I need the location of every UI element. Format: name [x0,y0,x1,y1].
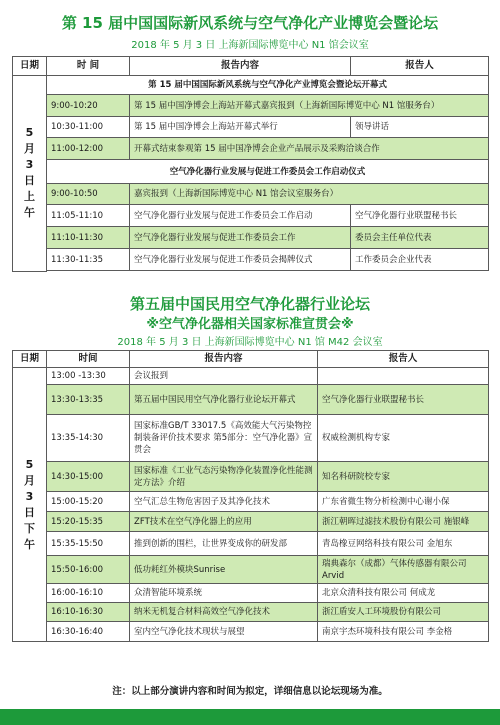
content-cell: 国家标准《工业气态污染物净化装置净化性能测定方法》介绍 [130,462,318,492]
table-header-row [13,57,489,76]
table-row [13,385,489,415]
content-cell: 空气净化器行业发展与促进工作委员会揭牌仪式 [130,249,351,271]
header-date: 日期 [13,57,47,76]
content-cell: 纳米无机复合材料高效空气净化技术 [130,603,318,622]
content-cell: 嘉宾报到（上海新国际博览中心 N1 馆会议室服务台） [130,184,489,205]
header-date: 日期 [13,351,47,368]
forum2-subtitle-line2: ※空气净化器相关国家标准宣贯会※ [146,317,354,332]
content-cell: 国家标准GB/T 33017.5《高效能大气污染物控制装备评价技术要求 第5部分：空气净化器》宣贯会 [130,415,318,462]
forum1-title: 第 15 届中国国际新风系统与空气净化产业博览会暨论坛 [61,14,439,32]
footnote: 注：以上部分演讲内容和时间为拟定，详细信息以论坛现场为准。 [112,686,388,697]
table-row [13,462,489,492]
speaker-cell: 浙江盾安人工环境股份有限公司 [318,603,489,622]
date-cell: 5 月 3 日 上 午 [13,76,47,272]
table-row [13,532,489,556]
content-cell: 空气汇总生物危害因子及其净化技术 [130,492,318,512]
speaker-cell: 南京宇杰环境科技有限公司 李金格 [318,622,489,642]
header-content: 报告内容 [130,351,318,368]
content-cell: 第五届中国民用空气净化器行业论坛开幕式 [130,385,318,415]
table-row [13,205,489,227]
forum1-subtitle: 2018 年 5 月 3 日 上海新国际博览中心 N1 馆会议室 [131,40,369,51]
table-row [13,368,489,385]
forum1-schedule-table [12,56,489,272]
table-row [13,227,489,249]
table-row [13,415,489,462]
table-row [13,603,489,622]
content-cell: 空气净化器行业发展与促进工作委员会工作启动 [130,205,351,227]
speaker-cell: 工作委员会企业代表 [351,249,489,271]
time-cell: 13:00 -13:30 [47,368,130,385]
time-cell: 11:00-12:00 [47,138,130,160]
header-speaker: 报告人 [351,57,489,76]
speaker-cell [318,368,489,385]
content-cell: ZFT技术在空气净化器上的应用 [130,512,318,532]
date-cell: 5 月 3 日 下 午 [13,368,47,642]
forum2-title: 第五届中国民用空气净化器行业论坛 [129,295,370,313]
content-cell: 空气净化器行业发展与促进工作委员会工作 [130,227,351,249]
time-cell: 9:00-10:50 [47,184,130,205]
time-cell: 11:30-11:35 [47,249,130,271]
section-row [13,160,489,184]
table-row [13,117,489,138]
table-row [13,512,489,532]
table-row [13,492,489,512]
speaker-cell: 委员会主任单位代表 [351,227,489,249]
time-cell: 16:00-16:10 [47,584,130,603]
header-time: 时间 [47,351,130,368]
time-cell: 15:35-15:50 [47,532,130,556]
content-cell: 室内空气净化技术现状与展望 [130,622,318,642]
time-cell: 15:00-15:20 [47,492,130,512]
footer-bar [0,709,500,725]
speaker-cell: 浙江朝晖过滤技术股份有限公司 施银峰 [318,512,489,532]
section-row [13,76,489,95]
table-row [13,184,489,205]
time-cell: 16:10-16:30 [47,603,130,622]
time-cell: 14:30-15:00 [47,462,130,492]
table-row [13,95,489,117]
speaker-cell: 北京众清科技有限公司 何成龙 [318,584,489,603]
table-row [13,584,489,603]
time-cell: 16:30-16:40 [47,622,130,642]
header-time: 时 间 [47,57,130,76]
speaker-cell: 知名科研院校专家 [318,462,489,492]
time-cell: 15:50-16:00 [47,556,130,584]
table-row [13,556,489,584]
header-content: 报告内容 [130,57,351,76]
speaker-cell: 广东省微生物分析检测中心谢小保 [318,492,489,512]
content-cell: 低功耗红外模块Sunrise [130,556,318,584]
table-row [13,138,489,160]
speaker-cell: 空气净化器行业联盟秘书长 [351,205,489,227]
time-cell: 13:35-14:30 [47,415,130,462]
time-cell: 9:00-10:20 [47,95,130,117]
content-cell: 第 15 届中国净博会上海站开幕式嘉宾报到（上海新国际博览中心 N1 馆服务台） [130,95,489,117]
content-cell: 推到创新的围栏，让世界变成你的研发部 [130,532,318,556]
forum2-subtitle: 2018 年 5 月 3 日 上海新国际博览中心 N1 馆 M42 会议室 [117,337,383,348]
speaker-cell: 青岛橡豆网络科技有限公司 金旭东 [318,532,489,556]
speaker-cell: 领导讲话 [351,117,489,138]
time-cell: 10:30-11:00 [47,117,130,138]
section-title: 第 15 届中国国际新风系统与空气净化产业博览会暨论坛开幕式 [47,76,489,95]
time-cell: 15:20-15:35 [47,512,130,532]
content-cell: 第 15 届中国净博会上海站开幕式举行 [130,117,351,138]
header-speaker: 报告人 [318,351,489,368]
time-cell: 11:10-11:30 [47,227,130,249]
speaker-cell: 瑞典森尔（成都）气体传感器有限公司 Arvid [318,556,489,584]
table-row [13,249,489,271]
table-header-row [13,351,489,368]
time-cell: 13:30-13:35 [47,385,130,415]
table-row [13,622,489,642]
speaker-cell: 空气净化器行业联盟秘书长 [318,385,489,415]
section-title: 空气净化器行业发展与促进工作委员会工作启动仪式 [47,160,489,184]
forum2-schedule-table [12,350,489,642]
content-cell: 众清智能环境系统 [130,584,318,603]
speaker-cell: 权威检测机构专家 [318,415,489,462]
time-cell: 11:05-11:10 [47,205,130,227]
content-cell: 开幕式结束参观第 15 届中国净博会企业产品展示及采购洽谈合作 [130,138,489,160]
content-cell: 会议报到 [130,368,318,385]
